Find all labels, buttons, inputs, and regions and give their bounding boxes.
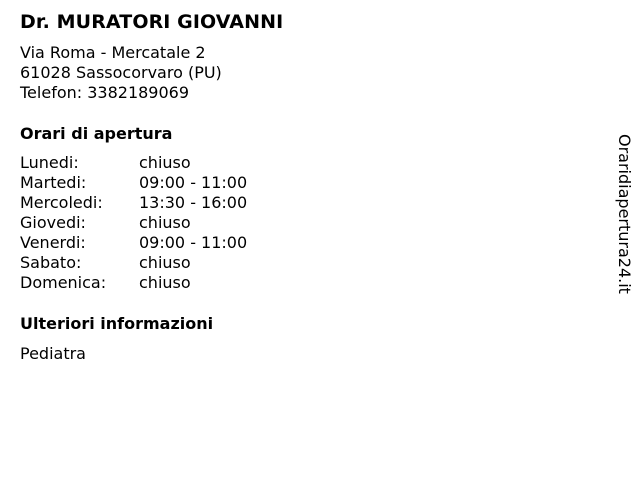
hours-row-wednesday (20, 193, 420, 213)
opening-hours-table (20, 153, 420, 293)
time-value: 09:00 - 11:00 (139, 173, 248, 192)
watermark-text: Oraridiapertura24.it (615, 134, 634, 294)
time-value: chiuso (139, 273, 191, 292)
hours-row-thursday (20, 213, 420, 233)
hours-row-monday (20, 153, 420, 173)
time-value: chiuso (139, 153, 191, 172)
day-label: Sabato: (20, 253, 82, 272)
time-value: 13:30 - 16:00 (139, 193, 248, 212)
day-label: Mercoledi: (20, 193, 103, 212)
hours-row-saturday (20, 253, 420, 273)
hours-row-sunday (20, 273, 420, 293)
doctor-name: Dr. MURATORI GIOVANNI (20, 11, 284, 33)
day-label: Venerdi: (20, 233, 86, 252)
specialty-text: Pediatra (20, 344, 86, 363)
address-block (20, 43, 222, 103)
opening-hours-heading: Orari di apertura (20, 124, 173, 143)
street-address: Via Roma - Mercatale 2 (20, 43, 206, 62)
day-label: Martedi: (20, 173, 87, 192)
day-label: Lunedi: (20, 153, 79, 172)
day-label: Domenica: (20, 273, 107, 292)
city-postal: 61028 Sassocorvaro (PU) (20, 63, 222, 82)
further-info-heading: Ulteriori informazioni (20, 314, 214, 333)
hours-row-tuesday (20, 173, 420, 193)
time-value: 09:00 - 11:00 (139, 233, 248, 252)
time-value: chiuso (139, 253, 191, 272)
phone-number: Telefon: 3382189069 (20, 83, 190, 102)
day-label: Giovedi: (20, 213, 86, 232)
hours-row-friday (20, 233, 420, 253)
site-watermark (612, 134, 636, 309)
time-value: chiuso (139, 213, 191, 232)
